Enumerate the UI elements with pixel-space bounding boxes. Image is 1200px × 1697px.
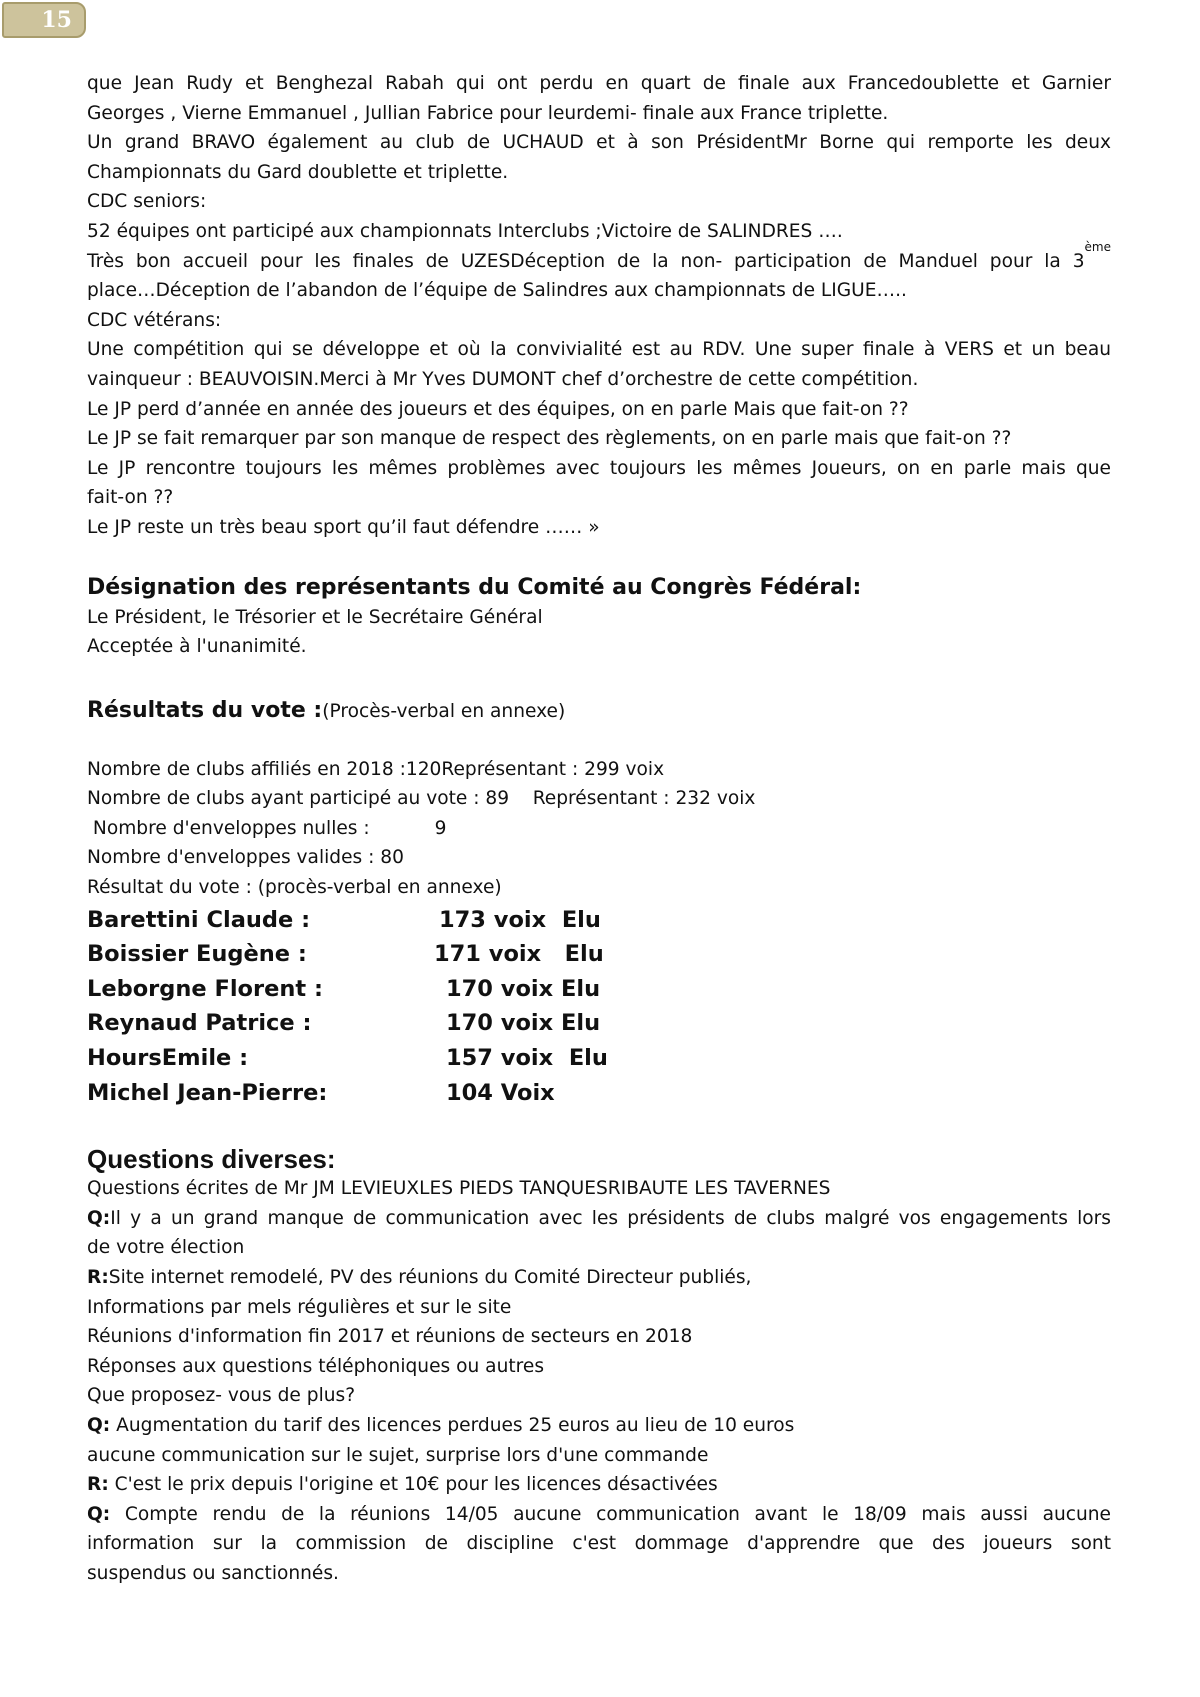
text-line: de votre élection xyxy=(87,1237,245,1259)
answer-line xyxy=(87,1470,1111,1500)
text-line: Georges , Vierne Emmanuel , Jullian Fabrice pour leurdemi- finale aux France triplette. xyxy=(87,102,889,124)
vote-row xyxy=(87,937,1111,972)
text-line: Un grand BRAVO également au club de UCHAUD et à son PrésidentMr Borne qui remporte les deux xyxy=(87,132,1111,154)
answer-text: C'est le prix depuis l'origine et 10€ pour les licences désactivées xyxy=(108,1474,718,1496)
text-line: Réunions d'information fin 2017 et réunions de secteurs en 2018 xyxy=(87,1326,693,1348)
text-line: suspendus ou sanctionnés. xyxy=(87,1562,339,1584)
text-line: Informations par mels régulières et sur le site xyxy=(87,1296,512,1318)
candidate-name: Michel Jean-Pierre: xyxy=(87,1079,328,1106)
text-line: CDC seniors: xyxy=(87,191,207,213)
text-line: Le Président, le Trésorier et le Secrétaire Général xyxy=(87,606,543,628)
vote-row xyxy=(87,1076,1111,1111)
question-line xyxy=(87,1411,1111,1441)
candidate-result: 104 Voix xyxy=(446,1079,555,1106)
vote-row xyxy=(87,1006,1111,1041)
answer-label: R: xyxy=(87,1267,109,1288)
candidate-name: Boissier Eugène : xyxy=(87,941,307,968)
text-line: Le JP reste un très beau sport qu’il faut défendre …… » xyxy=(87,516,600,538)
question-text: Compte rendu de la réunions 14/05 aucune communication avant le 18/09 mais aussi aucune xyxy=(110,1503,1111,1525)
text-line: Questions écrites de Mr JM LEVIEUXLES PIEDS TANQUESRIBAUTE LES TAVERNES xyxy=(87,1178,831,1200)
candidate-result: 170 voix Elu xyxy=(446,1010,601,1037)
candidate-name: Barettini Claude : xyxy=(87,906,311,933)
text-line: aucune communication sur le sujet, surprise lors d'une commande xyxy=(87,1444,709,1466)
vote-row xyxy=(87,1041,1111,1076)
text-line: 52 équipes ont participé aux championnats Interclubs ;Victoire de SALINDRES …. xyxy=(87,220,843,242)
stat-line: Nombre d'enveloppes nulles : 9 xyxy=(87,817,447,839)
vote-results-list xyxy=(87,903,1111,1111)
page-number: 15 xyxy=(41,7,72,33)
text-line: Une compétition qui se développe et où la convivialité est au RDV. Une super finale à VERS et un beau xyxy=(87,339,1111,361)
questions-heading: Questions diverses: xyxy=(87,1144,336,1175)
question-label: Q: xyxy=(87,1207,111,1229)
question-line xyxy=(87,1204,1111,1234)
candidate-result: 171 voix Elu xyxy=(434,941,604,968)
results-section xyxy=(87,690,1111,1111)
text-line: vainqueur : BEAUVOISIN.Merci à Mr Yves DUMONT chef d’orchestre de cette compétition. xyxy=(87,368,919,390)
text-line: Le JP se fait remarquer par son manque de respect des règlements, on en parle mais que fait-on ?? xyxy=(87,428,1012,450)
stat-line: Nombre de clubs ayant participé au vote : 89 Représentant : 232 voix xyxy=(87,788,756,810)
candidate-result: 173 voix Elu xyxy=(439,906,601,933)
text-line: que Jean Rudy et Benghezal Rabah qui ont perdu en quart de finale aux Francedoublette et Garnier xyxy=(87,73,1111,94)
candidate-name: Leborgne Florent : xyxy=(87,975,323,1002)
text-line: Que proposez- vous de plus? xyxy=(87,1385,356,1407)
text-line: information sur la commission de discipline c'est dommage d'apprendre que des joueurs sont xyxy=(87,1533,1111,1555)
document-body xyxy=(87,69,1111,1589)
designation-heading: Désignation des représentants du Comité au Congrès Fédéral: xyxy=(87,574,862,600)
results-note: (Procès-verbal en annexe) xyxy=(322,700,566,722)
text-line: Le JP rencontre toujours les mêmes problèmes avec toujours les mêmes Joueurs, on en parle mais que xyxy=(87,457,1111,479)
stat-line: Nombre de clubs affiliés en 2018 :120Représentant : 299 voix xyxy=(87,758,665,780)
text-line: Acceptée à l'unanimité. xyxy=(87,636,307,658)
candidate-name: HoursEmile : xyxy=(87,1045,249,1072)
candidate-result: 170 voix Elu xyxy=(446,975,601,1002)
candidate-name: Reynaud Patrice : xyxy=(87,1010,312,1037)
page-number-badge xyxy=(2,2,86,38)
answer-line xyxy=(87,1263,1111,1293)
text-line: place…Déception de l’abandon de l’équipe de Salindres aux championnats de LIGUE….. xyxy=(87,280,907,302)
text-line: Réponses aux questions téléphoniques ou autres xyxy=(87,1355,545,1377)
stat-line: Nombre d'enveloppes valides : 80 xyxy=(87,847,404,869)
text-line xyxy=(87,239,1111,277)
results-title: Résultats du vote : xyxy=(87,697,323,723)
superscript: ème xyxy=(1084,239,1111,254)
intro-section xyxy=(87,69,1111,543)
question-line xyxy=(87,1500,1111,1530)
answer-text: Site internet remodelé, PV des réunions du Comité Directeur publiés, xyxy=(108,1267,752,1288)
designation-section xyxy=(87,573,1111,662)
questions-section xyxy=(87,1144,1111,1588)
text-line: fait-on ?? xyxy=(87,487,174,509)
candidate-result: 157 voix Elu xyxy=(446,1045,608,1072)
answer-label: R: xyxy=(87,1474,109,1496)
vote-row xyxy=(87,972,1111,1007)
results-heading xyxy=(87,690,1111,733)
question-label: Q: xyxy=(87,1414,111,1436)
text-line: Championnats du Gard doublette et triplette. xyxy=(87,161,509,183)
text-line: CDC vétérans: xyxy=(87,309,222,331)
question-label: Q: xyxy=(87,1503,111,1525)
vote-row xyxy=(87,903,1111,938)
question-text: Il y a un grand manque de communication avec les présidents de clubs malgré vos engagements lors xyxy=(110,1207,1111,1229)
text-line: Le JP perd d’année en année des joueurs et des équipes, on en parle Mais que fait-on ?? xyxy=(87,398,909,420)
stat-line: Résultat du vote : (procès-verbal en annexe) xyxy=(87,877,502,899)
text-line-main: Très bon accueil pour les finales de UZESDéception de la non- participation de Manduel pour la 3 xyxy=(87,250,1085,272)
question-text: Augmentation du tarif des licences perdues 25 euros au lieu de 10 euros xyxy=(110,1414,795,1436)
